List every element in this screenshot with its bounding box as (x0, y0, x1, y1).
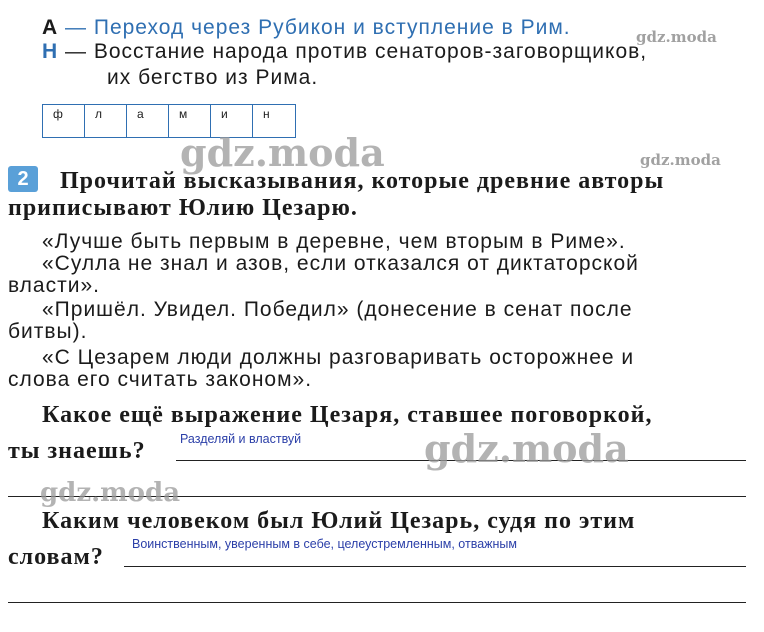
question1-answer: Разделяй и властвуй (180, 432, 302, 446)
watermark-text: gdz.moda (180, 130, 385, 175)
answer-line[interactable] (8, 602, 746, 603)
watermark-text: gdz.moda (636, 28, 717, 46)
word-cell[interactable]: м (169, 105, 211, 137)
task-number-icon: 2 (8, 166, 38, 192)
quote-line: «Пришёл. Увидел. Победил» (донесение в сенат после (42, 298, 633, 321)
question1-line1: Какое ещё выражение Цезаря, ставшее поговоркой, (42, 402, 653, 428)
task-heading-line2: приписывают Юлию Цезарю. (8, 195, 358, 221)
legend-continuation: их бегство из Рима. (107, 66, 319, 89)
word-cell[interactable]: и (211, 105, 253, 137)
word-cell[interactable]: л (85, 105, 127, 137)
watermark-text: gdz.moda (424, 426, 629, 471)
word-cell[interactable]: а (127, 105, 169, 137)
legend-row-a (42, 16, 571, 40)
legend-letter-a: А (42, 16, 59, 39)
quote-line: «С Цезарем люди должны разговаривать осторожнее и (42, 346, 635, 369)
task-heading-line1: Прочитай высказывания, которые древние авторы (60, 168, 665, 194)
word-cell[interactable]: н (263, 107, 270, 121)
legend-text-n: — Восстание народа против сенаторов-заговорщиков, (65, 40, 648, 63)
question2-line2: словам? (8, 544, 104, 570)
quote-line: власти». (8, 274, 100, 297)
question2-answer: Воинственным, уверенным в себе, целеустремленным, отважным (132, 537, 518, 551)
quote-line: битвы). (8, 320, 88, 343)
question2-line1: Каким человеком был Юлий Цезарь, судя по этим (42, 508, 636, 534)
quote-line: «Лучше быть первым в деревне, чем вторым в Риме». (42, 230, 626, 253)
legend-text-a: — Переход через Рубикон и вступление в Рим. (65, 16, 571, 39)
answer-line[interactable] (124, 566, 746, 567)
legend-letter-n: Н (42, 40, 59, 63)
watermark-text: gdz.moda (640, 151, 721, 169)
word-cell[interactable]: ф (43, 105, 85, 137)
quote-line: «Сулла не знал и азов, если отказался от диктаторской (42, 252, 639, 275)
watermark-text: gdz.moda (40, 478, 181, 508)
quote-line: слова его считать законом». (8, 368, 313, 391)
question1-line2: ты знаешь? (8, 438, 146, 464)
legend-row-n (42, 40, 647, 64)
